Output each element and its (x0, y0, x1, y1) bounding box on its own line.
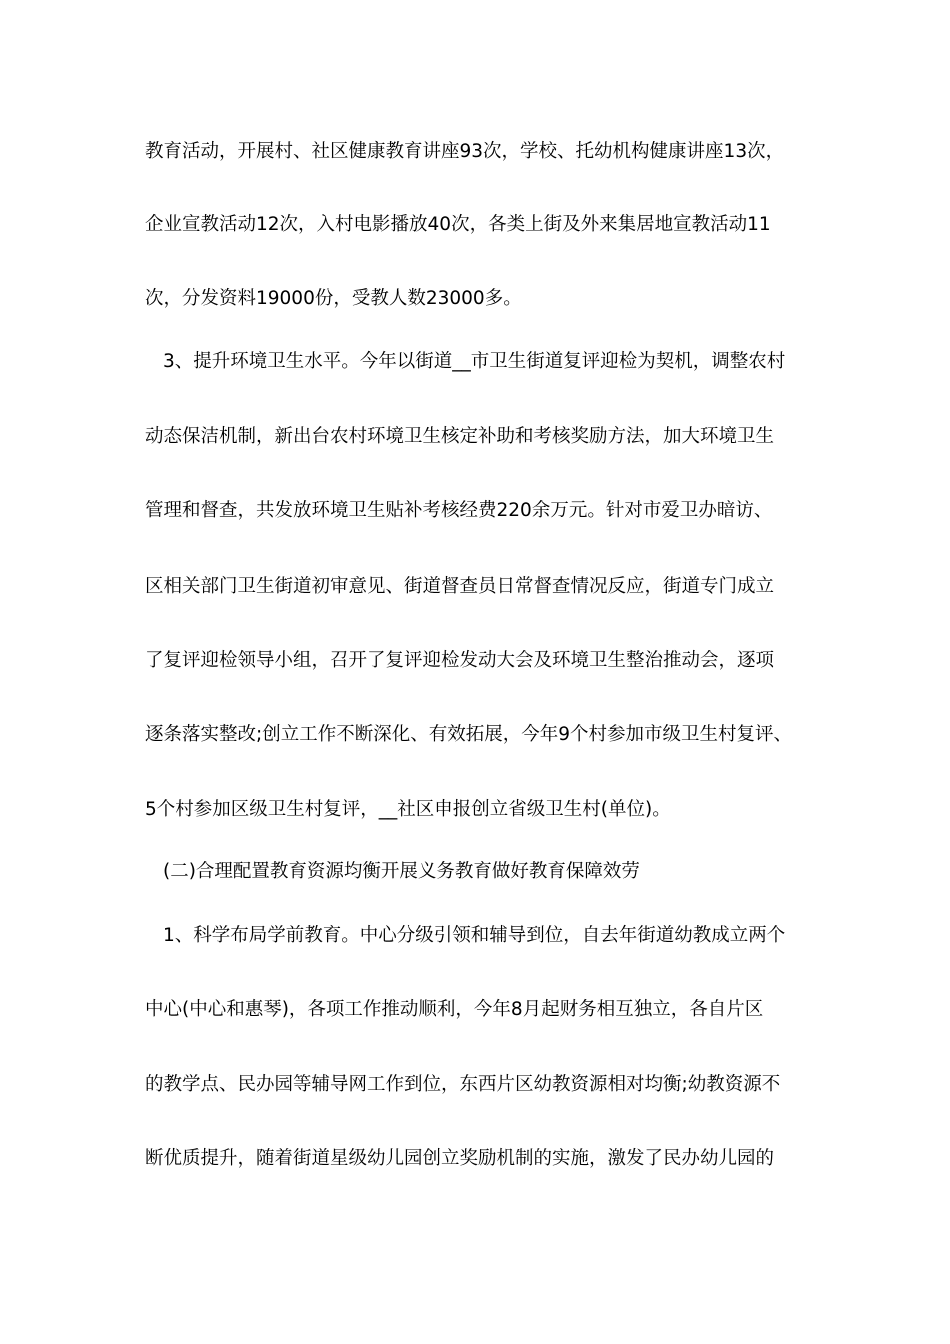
text-line: 企业宣教活动12次，入村电影播放40次，各类上街及外来集居地宣教活动11 (145, 214, 771, 235)
text-line: 次，分发资料19000份，受教人数23000多。 (145, 288, 522, 309)
text-line: 逐条落实整改;创立工作不断深化、有效拓展，今年9个村参加市级卫生村复评、 (145, 724, 793, 745)
text-line: 教育活动，开展村、社区健康教育讲座93次，学校、托幼机构健康讲座13次， (145, 141, 785, 162)
text-line: 3、提升环境卫生水平。今年以街道__市卫生街道复评迎检为契机，调整农村 (163, 351, 786, 372)
text-line: 5个村参加区级卫生村复评，__社区申报创立省级卫生村(单位)。 (145, 799, 671, 820)
section-heading: (二)合理配置教育资源均衡开展义务教育做好教育保障效劳 (163, 861, 640, 882)
text-line: 中心(中心和惠琴)，各项工作推动顺利，今年8月起财务相互独立，各自片区 (145, 999, 764, 1020)
text-line: 了复评迎检领导小组，召开了复评迎检发动大会及环境卫生整治推动会，逐项 (145, 650, 775, 671)
text-line: 1、科学布局学前教育。中心分级引领和辅导到位，自去年街道幼教成立两个 (163, 925, 786, 946)
text-line: 管理和督查，共发放环境卫生贴补考核经费220余万元。针对市爱卫办暗访、 (145, 500, 773, 521)
text-line: 的教学点、民办园等辅导网工作到位，东西片区幼教资源相对均衡;幼教资源不 (145, 1074, 781, 1095)
text-line: 断优质提升，随着街道星级幼儿园创立奖励机制的实施，激发了民办幼儿园的 (145, 1148, 775, 1169)
text-line: 区相关部门卫生街道初审意见、街道督查员日常督查情况反应，街道专门成立 (145, 576, 775, 597)
text-line: 动态保洁机制，新出台农村环境卫生核定补助和考核奖励方法，加大环境卫生 (145, 426, 775, 447)
